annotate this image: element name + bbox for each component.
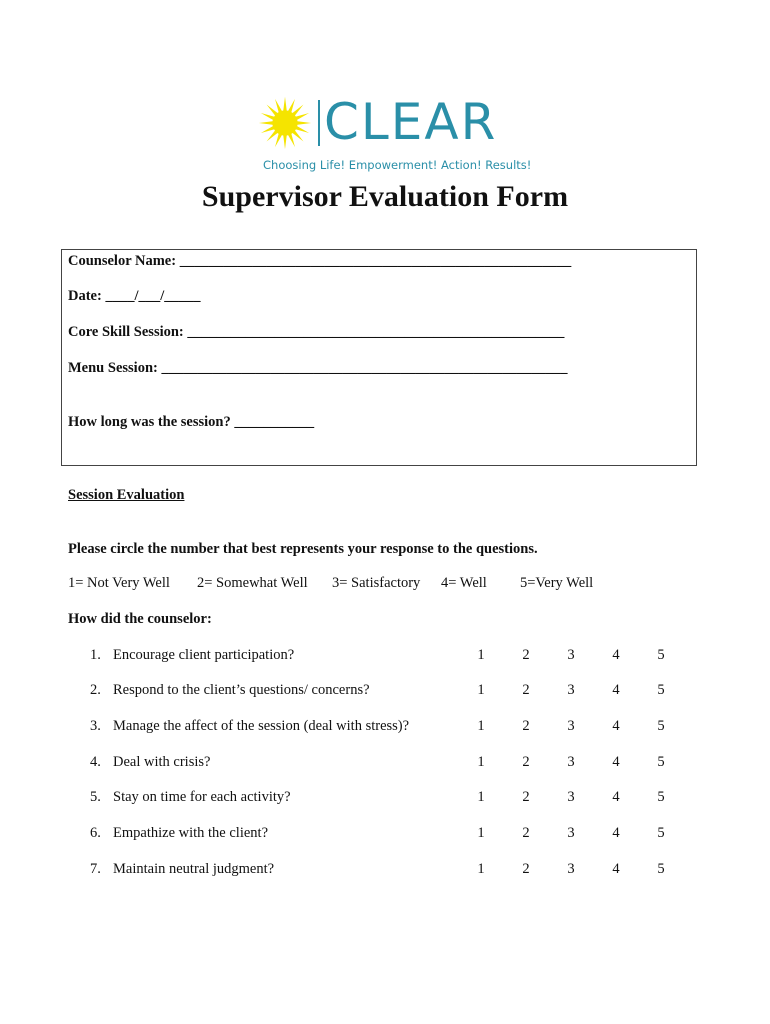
question-number: 2. — [90, 682, 101, 698]
core-skill-session-field[interactable]: Core Skill Session: ____________________________________________________ — [68, 324, 565, 340]
rating-option-2[interactable]: 2 — [522, 647, 530, 663]
rating-option-4[interactable]: 4 — [612, 682, 620, 698]
rating-option-3[interactable]: 3 — [567, 754, 575, 770]
question-number: 5. — [90, 789, 101, 805]
rating-option-4[interactable]: 4 — [612, 825, 620, 841]
rating-option-3[interactable]: 3 — [567, 861, 575, 877]
rating-option-5[interactable]: 5 — [657, 825, 665, 841]
question-text: Manage the affect of the session (deal with stress)? — [113, 718, 410, 734]
question-number: 6. — [90, 825, 101, 841]
instructions: Please circle the number that best represents your response to the questions. — [68, 541, 538, 557]
scale-label-1: 1= Not Very Well — [68, 575, 170, 591]
rating-option-1[interactable]: 1 — [477, 754, 485, 770]
rating-option-5[interactable]: 5 — [657, 682, 665, 698]
rating-option-1[interactable]: 1 — [477, 647, 485, 663]
clear-logo — [258, 93, 532, 176]
rating-option-2[interactable]: 2 — [522, 825, 530, 841]
rating-option-1[interactable]: 1 — [477, 682, 485, 698]
menu-session-field[interactable]: Menu Session: ________________________________________________________ — [68, 360, 568, 376]
rating-option-5[interactable]: 5 — [657, 789, 665, 805]
rating-option-1[interactable]: 1 — [477, 789, 485, 805]
rating-option-3[interactable]: 3 — [567, 789, 575, 805]
rating-option-2[interactable]: 2 — [522, 754, 530, 770]
question-number: 1. — [90, 647, 101, 663]
logo-wordmark: CLEAR — [324, 93, 498, 151]
date-field[interactable]: Date: ____/___/_____ — [68, 288, 201, 304]
question-number: 4. — [90, 754, 101, 770]
question-row — [90, 682, 690, 704]
rating-option-4[interactable]: 4 — [612, 754, 620, 770]
question-row — [90, 861, 690, 883]
question-text: Empathize with the client? — [113, 825, 269, 841]
rating-option-2[interactable]: 2 — [522, 861, 530, 877]
rating-option-1[interactable]: 1 — [477, 861, 485, 877]
page-title: Supervisor Evaluation Form — [201, 180, 569, 213]
rating-option-4[interactable]: 4 — [612, 789, 620, 805]
rating-option-5[interactable]: 5 — [657, 754, 665, 770]
scale-label-3: 3= Satisfactory — [332, 575, 421, 591]
rating-option-4[interactable]: 4 — [612, 861, 620, 877]
scale-label-4: 4= Well — [441, 575, 487, 591]
rating-option-4[interactable]: 4 — [612, 647, 620, 663]
scale-label-5: 5=Very Well — [520, 575, 594, 591]
question-text: Stay on time for each activity? — [113, 789, 291, 805]
rating-option-2[interactable]: 2 — [522, 718, 530, 734]
question-number: 7. — [90, 861, 101, 877]
rating-option-5[interactable]: 5 — [657, 718, 665, 734]
logo-tagline: Choosing Life! Empowerment! Action! Results! — [263, 158, 532, 172]
rating-option-3[interactable]: 3 — [567, 682, 575, 698]
question-row — [90, 718, 690, 740]
question-text: Deal with crisis? — [113, 754, 211, 770]
rating-option-3[interactable]: 3 — [567, 718, 575, 734]
rating-option-3[interactable]: 3 — [567, 647, 575, 663]
question-row — [90, 789, 690, 811]
rating-option-5[interactable]: 5 — [657, 861, 665, 877]
question-text: Maintain neutral judgment? — [113, 861, 275, 877]
question-row — [90, 754, 690, 776]
session-info-box — [61, 249, 697, 466]
rating-option-4[interactable]: 4 — [612, 718, 620, 734]
scale-label-2: 2= Somewhat Well — [197, 575, 308, 591]
question-intro: How did the counselor: — [68, 611, 212, 627]
rating-option-2[interactable]: 2 — [522, 682, 530, 698]
rating-option-1[interactable]: 1 — [477, 718, 485, 734]
question-text: Respond to the client’s questions/ concerns? — [113, 682, 370, 698]
question-text: Encourage client participation? — [113, 647, 295, 663]
logo-divider — [318, 100, 320, 146]
rating-option-2[interactable]: 2 — [522, 789, 530, 805]
section-title: Session Evaluation — [68, 487, 185, 503]
question-row — [90, 825, 690, 847]
sun-icon — [258, 96, 312, 150]
session-duration-field[interactable]: How long was the session? ___________ — [68, 414, 315, 430]
rating-option-3[interactable]: 3 — [567, 825, 575, 841]
rating-option-5[interactable]: 5 — [657, 647, 665, 663]
counselor-name-field[interactable]: Counselor Name: ______________________________________________________ — [68, 253, 572, 269]
rating-option-1[interactable]: 1 — [477, 825, 485, 841]
question-row — [90, 647, 690, 669]
question-number: 3. — [90, 718, 101, 734]
